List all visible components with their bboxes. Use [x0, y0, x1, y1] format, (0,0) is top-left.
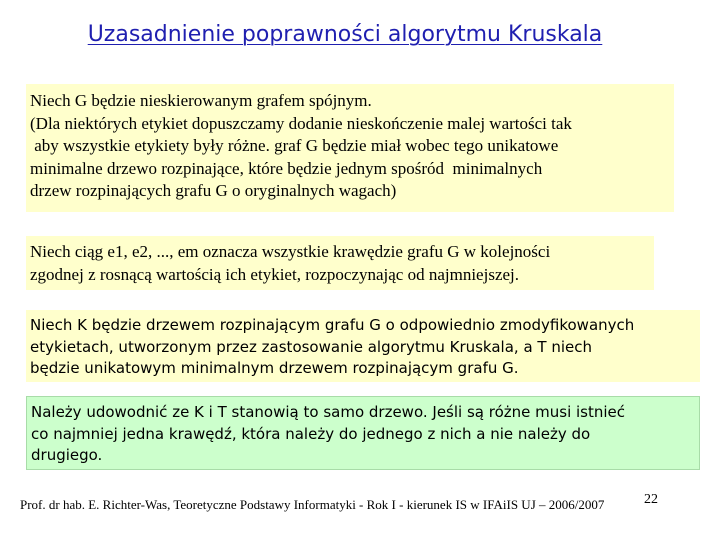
box3-line-2: etykietach, utworzonym przez zastosowanie algorytmu Kruskala, a T niech — [30, 337, 592, 356]
box4-line-2: co najmniej jedna krawędź, która należy do jednego z nich a nie należy do — [31, 424, 591, 443]
definition-box-graph — [26, 84, 674, 212]
definition-box-trees — [26, 310, 700, 382]
page-number: 22 — [644, 492, 658, 507]
slide-title: Uzasadnienie poprawności algorytmu Kruskala — [87, 22, 603, 47]
slide-footer: Prof. dr hab. E. Richter-Was, Teoretyczne Podstawy Informatyki - Rok I - kierunek IS w IFAiIS UJ – 2006/2007 — [20, 497, 605, 512]
box1-line-2: (Dla niektórych etykiet dopuszczamy dodanie nieskończenie malej wartości tak — [30, 113, 572, 133]
box1-line-3: aby wszystkie etykiety były różne. graf G będzie miał wobec tego unikatowe — [30, 136, 559, 155]
box2-line-2: zgodnej z rosnącą wartością ich etykiet, rozpoczynając od najmniejszej. — [30, 264, 520, 284]
box2-line-1: Niech ciąg e1, e2, ..., em oznacza wszystkie krawędzie grafu G w kolejności — [30, 242, 551, 261]
box4-line-1: Należy udowodnić ze K i T stanowią to samo drzewo. Jeśli są różne musi istnieć — [31, 403, 626, 421]
box1-line-4: minimalne drzewo rozpinające, które będzie jednym spośród minimalnych — [30, 158, 543, 178]
box1-line-1: Niech G będzie nieskierowanym grafem spójnym. — [30, 91, 372, 110]
box3-line-3: będzie unikatowym minimalnym drzewem rozpinającym grafu G. — [30, 359, 519, 377]
proof-goal-box — [26, 396, 700, 470]
box1-line-5: drzew rozpinających grafu G o oryginalnych wagach) — [30, 181, 397, 200]
box4-line-3: drugiego. — [31, 446, 103, 464]
definition-box-edges — [26, 236, 654, 290]
box3-line-1: Niech K będzie drzewem rozpinającym grafu G o odpowiednio zmodyfikowanych — [30, 316, 635, 334]
